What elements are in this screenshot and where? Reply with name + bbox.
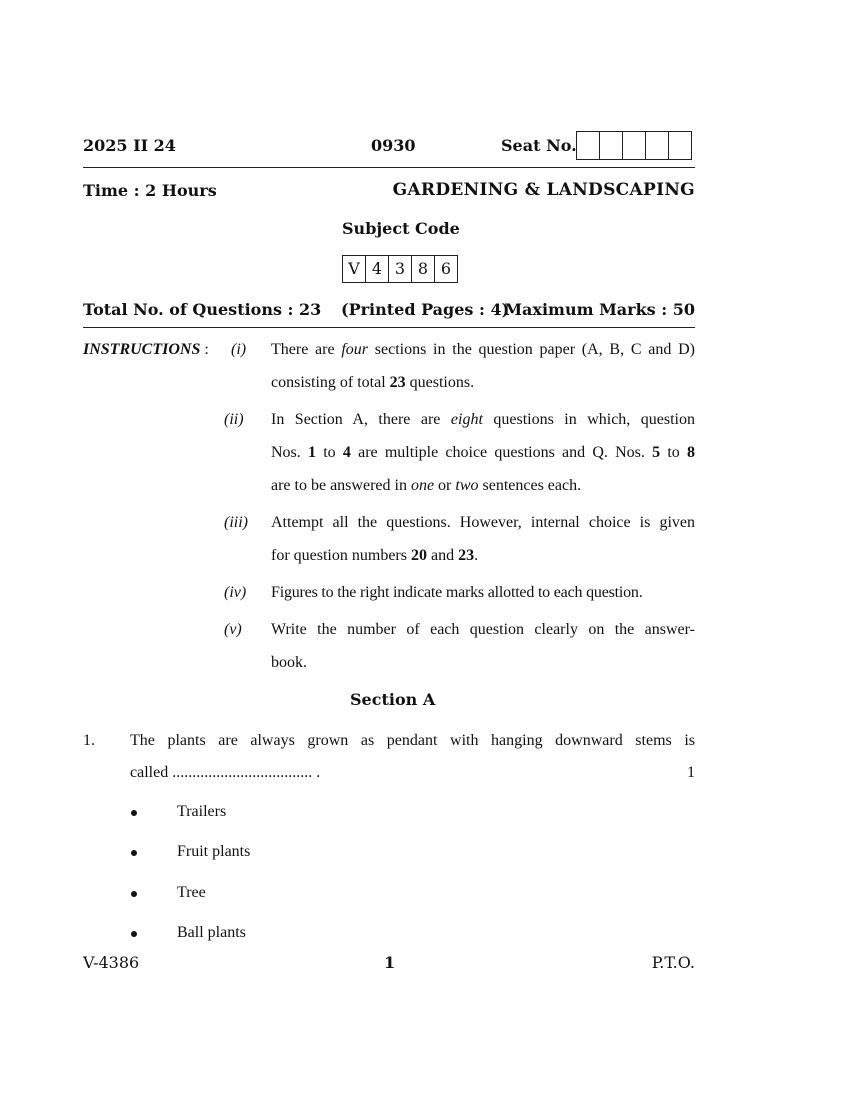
seat-box[interactable] [599, 132, 622, 159]
option-text: Tree [177, 884, 206, 901]
instruction-number: (i) [231, 341, 247, 358]
subject-code-boxes [342, 255, 458, 283]
option-text: Fruit plants [177, 843, 251, 860]
option-text: Ball plants [177, 924, 246, 941]
seat-number-boxes[interactable] [576, 131, 692, 160]
instructions-label: INSTRUCTIONS : [83, 341, 209, 358]
instruction-number: (v) [224, 621, 242, 638]
subject-code-char: 8 [411, 256, 434, 282]
totals-divider [83, 327, 695, 328]
seat-box[interactable] [668, 132, 691, 159]
seat-no-label: Seat No. [501, 136, 577, 155]
seat-box[interactable] [645, 132, 668, 159]
bullet-icon [131, 931, 137, 937]
bullet-icon [131, 850, 137, 856]
instruction-number: (iii) [224, 514, 248, 531]
question-text: called ................................... . [130, 764, 321, 781]
question-marks: 1 [687, 764, 695, 781]
instruction-line: Write the number of each question clearly on the answer- [271, 621, 695, 638]
maximum-marks: Maximum Marks : 50 [504, 300, 695, 319]
time-allowed: Time : 2 Hours [83, 181, 217, 200]
subject-code-char: 4 [365, 256, 388, 282]
subject-code-char: 6 [434, 256, 457, 282]
printed-pages: (Printed Pages : 4) [341, 300, 510, 319]
instruction-line: book. [271, 654, 307, 671]
instruction-line: Figures to the right indicate marks allotted to each question. [271, 584, 643, 601]
instruction-number: (ii) [224, 411, 244, 428]
subject-code-char: 3 [388, 256, 411, 282]
pto-label: P.T.O. [651, 953, 695, 972]
instruction-line: consisting of total 23 questions. [271, 374, 475, 391]
instruction-line: for question numbers 20 and 23. [271, 547, 479, 564]
instruction-line: In Section A, there are eight questions in which, question [271, 411, 696, 428]
instruction-line: There are four sections in the question paper (A, B, C and D) [271, 341, 696, 358]
subject-code-char: V [348, 259, 360, 278]
subject-title: GARDENING & LANDSCAPING [392, 180, 695, 200]
page-number: 1 [384, 953, 396, 972]
instruction-number: (iv) [224, 584, 247, 601]
bullet-icon [131, 810, 137, 816]
question-number: 1. [83, 732, 95, 749]
seat-box[interactable] [577, 132, 599, 159]
footer-code: V-4386 [83, 953, 140, 972]
seat-box[interactable] [622, 132, 645, 159]
header-divider [83, 167, 695, 168]
question-text: The plants are always grown as pendant with hanging downward stems is [130, 732, 695, 749]
bullet-icon [131, 891, 137, 897]
subject-code-label: Subject Code [342, 219, 460, 238]
instruction-line: Nos. 1 to 4 are multiple choice questions and Q. Nos. 5 to 8 [271, 444, 696, 461]
option-text: Trailers [177, 803, 227, 820]
instruction-line: Attempt all the questions. However, internal choice is given [271, 514, 695, 531]
instruction-line: are to be answered in one or two sentences each. [271, 477, 582, 494]
section-title: Section A [350, 690, 436, 709]
exam-date-code: 2025 II 24 [83, 136, 176, 155]
paper-code: 0930 [371, 136, 416, 155]
total-questions: Total No. of Questions : 23 [83, 300, 322, 319]
